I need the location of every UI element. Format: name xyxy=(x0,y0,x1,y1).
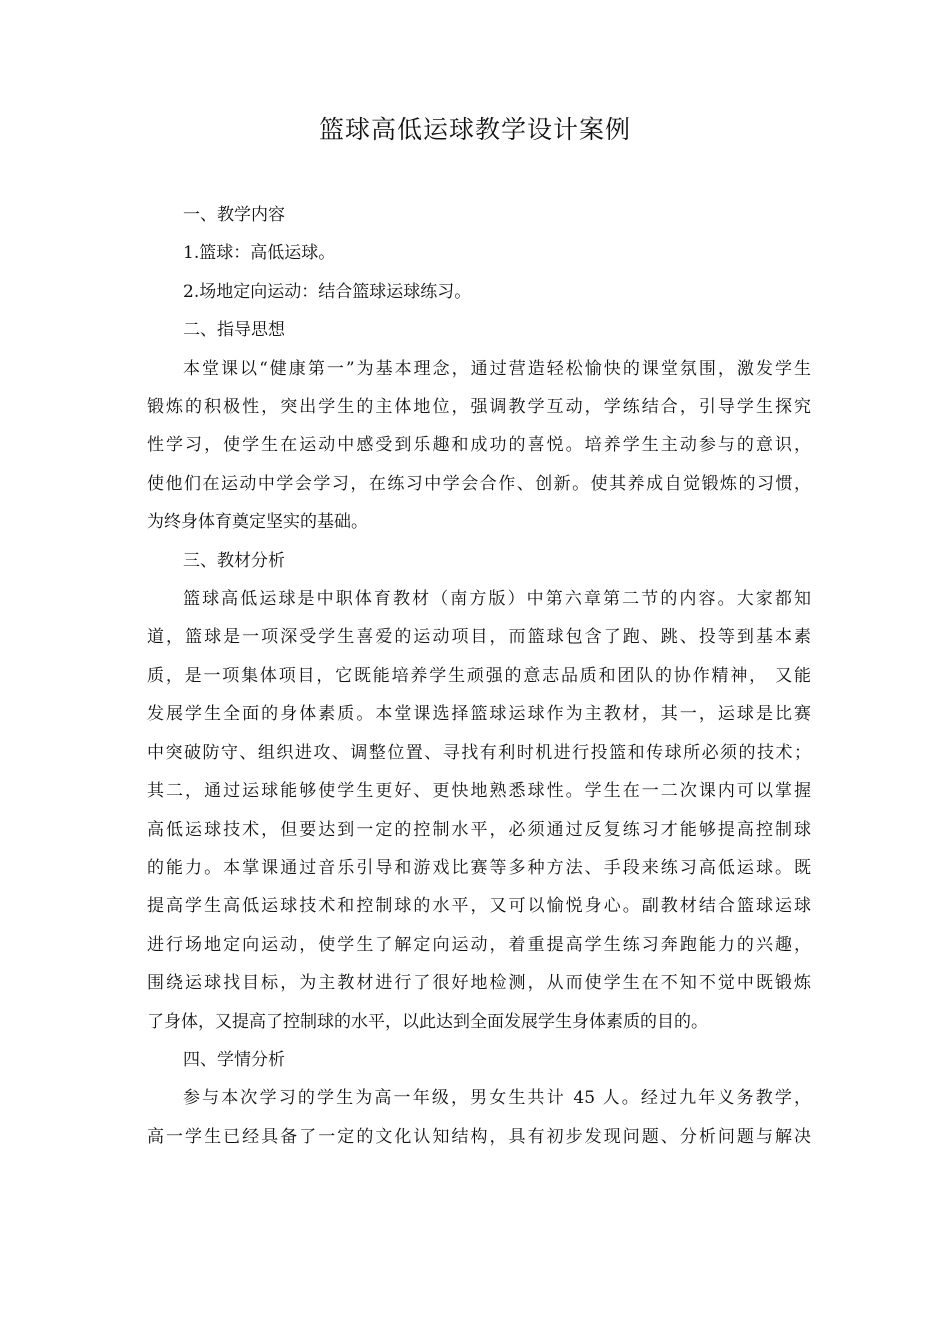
paragraph-line: 参与本次学习的学生为高一年级，男女生共计 45 人。经过九年义务教学， xyxy=(183,1088,811,1109)
paragraph-line: 性学习，使学生在运动中感受到乐趣和成功的喜悦。培养学生主动参与的意识， xyxy=(147,435,811,456)
paragraph-line: 发展学生全面的身体素质。本堂课选择篮球运球作为主教材，其一，运球是比赛 xyxy=(147,704,811,725)
section-heading: 一、教学内容 xyxy=(183,205,285,225)
section-heading: 三、教材分析 xyxy=(183,550,285,571)
paragraph-line: 本堂课以“健康第一”为基本理念，通过营造轻松愉快的课堂氛围，激发学生 xyxy=(183,358,811,379)
section-heading: 二、指导思想 xyxy=(183,320,285,341)
paragraph-line: 锻炼的积极性，突出学生的主体地位，强调教学互动，学练结合，引导学生探究 xyxy=(147,397,811,418)
paragraph-line: 高低运球技术，但要达到一定的控制水平，必须通过反复练习才能够提高控制球 xyxy=(147,819,811,840)
paragraph-line: 的能力。本掌课通过音乐引导和游戏比赛等多种方法、手段来练习高低运球。既 xyxy=(147,857,811,878)
paragraph-line: 其二，通过运球能够使学生更好、更快地熟悉球性。学生在一二次课内可以掌握 xyxy=(147,781,811,802)
content-item: 2.场地定向运动：结合篮球运球练习。 xyxy=(183,281,472,302)
paragraph-line: 为终身体育奠定坚实的基础。 xyxy=(147,512,368,533)
paragraph-line: 围绕运球找目标，为主教材进行了很好地检测，从而使学生在不知不觉中既锻炼 xyxy=(147,973,811,994)
paragraph-line: 了身体，又提高了控制球的水平，以此达到全面发展学生身体素质的目的。 xyxy=(147,1011,708,1032)
paragraph-line: 提高学生高低运球技术和控制球的水平，又可以愉悦身心。副教材结合篮球运球 xyxy=(147,896,811,917)
paragraph-line: 质，是一项集体项目，它既能培养学生顽强的意志品质和团队的协作精神， 又能 xyxy=(147,665,811,686)
document-body xyxy=(147,196,811,1156)
document-title: 篮球高低运球教学设计案例 xyxy=(318,115,631,144)
paragraph-line: 使他们在运动中学会学习，在练习中学会合作、创新。使其养成自觉锻炼的习惯， xyxy=(147,473,811,494)
paragraph-line: 进行场地定向运动，使学生了解定向运动，着重提高学生练习奔跑能力的兴趣， xyxy=(147,934,811,955)
paragraph-line: 中突破防守、组织进攻、调整位置、寻找有利时机进行投篮和传球所必须的技术； xyxy=(147,742,811,763)
paragraph-line: 道，篮球是一项深受学生喜爱的运动项目，而篮球包含了跑、跳、投等到基本素 xyxy=(147,627,811,648)
content-item: 1.篮球：高低运球。 xyxy=(183,243,336,264)
section-heading: 四、学情分析 xyxy=(183,1049,285,1070)
paragraph-line: 篮球高低运球是中职体育教材（南方版）中第六章第二节的内容。大家都知 xyxy=(183,589,811,610)
paragraph-line: 高一学生已经具备了一定的文化认知结构，具有初步发现问题、分析问题与解决 xyxy=(147,1126,811,1147)
